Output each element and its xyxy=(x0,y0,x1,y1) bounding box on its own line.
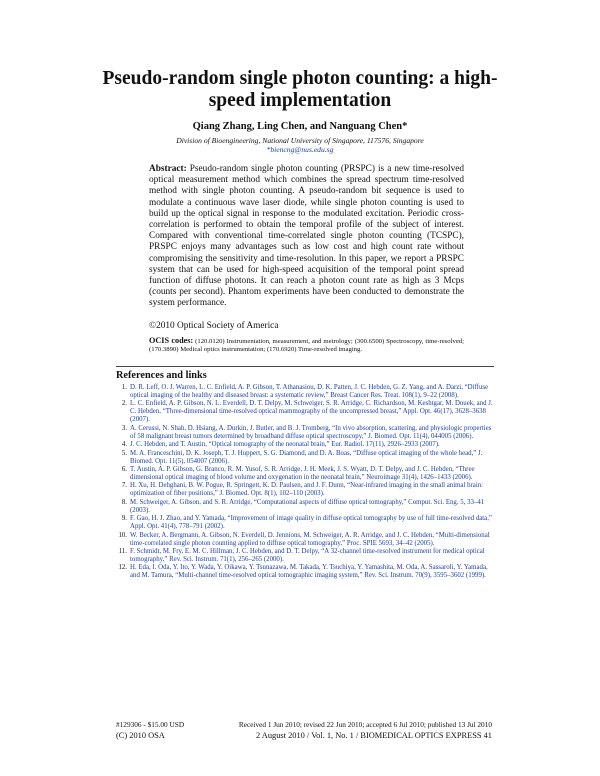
reference-number: 10. xyxy=(118,531,127,539)
reference-item xyxy=(116,548,498,564)
ocis-codes xyxy=(149,337,464,355)
footer-received: Received 1 Jun 2010; revised 22 Jun 2010; accepted 6 Jul 2010; published 13 Jul 2010 xyxy=(238,720,492,729)
reference-number: 12. xyxy=(118,564,127,572)
reference-number: 4. xyxy=(121,441,127,449)
reference-item xyxy=(116,441,498,449)
reference-citation-link[interactable]: D. R. Leff, O. J. Warren, L. C. Enfield, A. P. Gibson, T. Athanasiou, D. K. Patten, J. C. Hebden, G. Z. Yang, and A. Darzi, “Diffuse optical imaging of the healthy and diseased breast: a systematic review,” Breast Cancer Res. Treat. 108(1), 9–22 (2008). xyxy=(130,384,489,400)
author-list: Qiang Zhang, Ling Chen, and Nanguang Chen* xyxy=(192,121,408,132)
reference-number: 6. xyxy=(121,465,127,473)
abstract-copyright: ©2010 Optical Society of America xyxy=(149,321,279,331)
reference-citation-link[interactable]: M. Schweiger, A. Gibson, and S. R. Arridge, “Computational aspects of diffuse optical tomography,” Comput. Sci. Eng. 5, 33–41 (2003). xyxy=(130,498,485,514)
abstract-text: Pseudo-random single photon counting (PRSPC) is a new time-resolved optical measurement method which combines the spread spectrum time-resolved method with single photon counting. A pseudo-random bit sequence is used to modulate a continuous wave laser diode, while single photon counting is used to build up the optical signal in response to the modulated excitation. Periodic cross-correlation is performed to obtain the temporal profile of the subject of interest. Compared with conventional time-correlated single photon counting (TCSPC), PRSPC enjoys many advantages such as low cost and high count rate without compromising the sensitivity and time-resolution. In this paper, we report a PRSPC system that can be used for high-speed acquisition of the temporal point spread function of diffuse photons. It can reach a photon count rate as high as 3 Mcps (counts per second). Phantom experiments have been conducted to demonstrate the system performance. xyxy=(149,164,464,309)
reference-item xyxy=(116,532,498,548)
reference-item xyxy=(116,515,498,531)
reference-item xyxy=(116,450,498,466)
reference-number: 7. xyxy=(121,482,127,490)
abstract xyxy=(149,164,464,310)
reference-item xyxy=(116,384,498,400)
page-footer xyxy=(116,720,492,742)
reference-item xyxy=(116,482,498,498)
reference-number: 3. xyxy=(121,424,127,432)
reference-number: 2. xyxy=(121,400,127,408)
reference-list xyxy=(116,384,498,581)
reference-number: 9. xyxy=(121,515,127,523)
reference-citation-link[interactable]: H. Xu, H. Dehghani, B. W. Pogue, R. Springett, K. D. Paulsen, and J. F. Dunn, “Near-infrared imaging in the small animal brain: optimization of fiber positions,” J. Biomed. Opt. 8(1), 102–110 (2003). xyxy=(130,482,484,498)
reference-item xyxy=(116,564,498,580)
reference-citation-link[interactable]: T. Austin, A. P. Gibson, G. Branco, R. M. Yusof, S. R. Arridge, J. H. Meek, J. S. Wyatt, D. T. Delpy, and J. C. Hebden, “Three dimensional optical imaging of blood volume and oxygenation in the neonatal brain,” Neuroimage 31(4), 1426–1433 (2006). xyxy=(130,465,475,481)
reference-number: 5. xyxy=(121,449,127,457)
reference-citation-link[interactable]: F. Gao, H. J. Zhao, and Y. Yamada, “Improvement of image quality in diffuse optical tomography by use of full time-resolved data,” Appl. Opt. 41(4), 778–791 (2002). xyxy=(130,515,492,531)
reference-citation-link[interactable]: L. C. Enfield, A. P. Gibson, N. L. Everdell, D. T. Delpy, M. Schweiger, S. R. Arridge, C. Richardson, M. Keshtgar, M. Douek, and J. C. Hebden, “Three-dimensional time-resolved optical mammography of the uncompressed breast,” Appl. Opt. 46(17), 3628–3638 (2007). xyxy=(130,400,493,424)
footer-doc-id: #129306 - $15.00 USD xyxy=(116,720,185,729)
reference-item xyxy=(116,400,498,424)
reference-citation-link[interactable]: F. Schmidt, M. Fry, E. M. C. Hillman, J. C. Hebden, and D. T. Delpy, “A 32-channel time-resolved instrument for medical optical tomography,” Rev. Sci. Instrum. 71(1), 256–265 (2000). xyxy=(130,547,485,563)
affiliation-block xyxy=(100,136,500,154)
reference-citation-link[interactable]: J. C. Hebden, and T. Austin, “Optical tomography of the neonatal brain,” Eur. Radiol. 17(11), 2926–2933 (2007). xyxy=(130,441,440,449)
reference-citation-link[interactable]: W. Becker, A. Bergmann, A. Gibson, N. Everdell, D. Jennions, M. Schweiger, A. R. Arridge, and J. C. Hebden, “Multi-dimensional time-correlated single photon counting applied to diffuse optical tomography,” Proc. SPIE 5693, 34–42 (2005). xyxy=(130,531,490,547)
reference-number: 8. xyxy=(121,498,127,506)
reference-citation-link[interactable]: A. Cerussi, N. Shah, D. Hsiang, A. Durkin, J. Butler, and B. J. Tromberg, “In vivo absorption, scattering, and physiologic properties of 58 malignant breast tumors determined by broadband diffuse optical spectroscopy,” J. Biomed. Opt. 11(4), 044005 (2006). xyxy=(130,424,492,440)
reference-number: 11. xyxy=(118,547,127,555)
ocis-label: OCIS codes: xyxy=(149,336,194,345)
affiliation: Division of Bioengineering, National University of Singapore, 117576, Singapore xyxy=(176,136,424,145)
references-heading: References and links xyxy=(116,370,207,381)
reference-citation-link[interactable]: H. Eda, I. Oda, Y. Ito, Y. Wada, Y. Oikawa, Y. Tsunazawa, M. Takada, Y. Tsuchiya, Y. Yamashita, M. Oda, A. Sassaroli, Y. Yamada, and M. Tamura, “Multi-channel time-resolved optical tomographic imaging system,” Rev. Sci. Instrum. 70(9), 3595–3602 (1999). xyxy=(130,564,488,580)
section-divider xyxy=(116,366,494,367)
reference-number: 1. xyxy=(121,384,127,391)
reference-citation-link[interactable]: M. A. Franceschini, D. K. Joseph, T. J. Huppert, S. G. Diamond, and D. A. Boas, “Diffuse optical imaging of the whole head,” J. Biomed. Opt. 11(5), 054007 (2006). xyxy=(130,449,483,465)
abstract-label: Abstract: xyxy=(149,164,187,174)
author-email-link[interactable]: *biencng@nus.edu.sg xyxy=(266,145,334,154)
reference-item xyxy=(116,425,498,441)
footer-copyright: (C) 2010 OSA xyxy=(116,731,165,740)
reference-item xyxy=(116,499,498,515)
paper-title: Pseudo-random single photon counting: a high-speed implementation xyxy=(102,68,498,111)
reference-item xyxy=(116,466,498,482)
footer-journal: 2 August 2010 / Vol. 1, No. 1 / BIOMEDICAL OPTICS EXPRESS 41 xyxy=(255,731,492,740)
ocis-text: (120.0120) Instrumentation, measurement, and metrology; (300.6500) Spectroscopy, time-resolved; (170.3890) Medical optics instrumentation; (170.6920) Time-resolved imaging. xyxy=(149,338,464,354)
